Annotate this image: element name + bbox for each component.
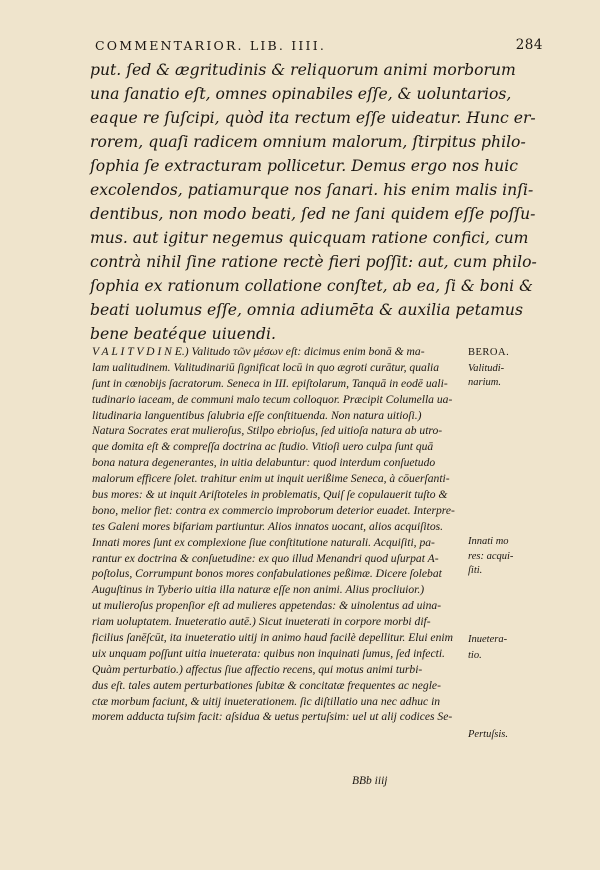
page-number: 284 xyxy=(515,37,543,53)
commentary-line: ctæ morbum faciunt, & uitij inueterationem. ſic diſtillatio una nec adhuc in xyxy=(92,694,441,708)
running-head: COMMENTARIOR. LIB. IIII. xyxy=(95,38,327,53)
commentary-line: bona natura degenerantes, in uitia delabuntur: quod interdum conſuetudo xyxy=(92,456,436,470)
commentary-line: ficilius ſanēſcūt, ita inueteratio uitij in animo haud facilè depellitur. Elui enim xyxy=(92,631,453,645)
main-line: ſophia ex rationum collatione conſtet, ab ea, ſi & boni & xyxy=(90,277,533,295)
commentary-line: morem adducta tuſsim facit: aſsidua & uetus pertuſsim: uel ut alij codices Se- xyxy=(92,710,453,724)
main-text xyxy=(90,58,550,346)
signature-mark: BBb iiij xyxy=(352,775,388,787)
main-line: dentibus, non modo beati, ſed ne ſani quidem eſſe poſſu- xyxy=(90,205,536,223)
commentary-line: Auguſtinus in Tyberio uitia illa naturæ eſſe non animi. Alius procliuior.) xyxy=(92,583,425,597)
commentary-line: Natura Socrates erat mulieroſus, Stilpo ebrioſus, ſed uitioſa natura ab utro- xyxy=(92,424,443,438)
marginal-note-inueteratio: Inuetera- xyxy=(468,634,508,645)
main-line: una ſanatio eſt, omnes opinabiles eſſe, & uoluntarios, xyxy=(90,85,512,103)
main-line: ſophia ſe extracturam pollicetur. Demus ergo nos huic xyxy=(90,157,518,175)
commentary-line: ſunt in cœnobijs ſacratorum. Seneca in III. epiſtolarum, Tanquā in eodē uali- xyxy=(92,376,448,390)
marginal-note-innati: res: acqui- xyxy=(468,551,514,562)
main-line: mus. aut igitur negemus quicquam ratione confici, cum xyxy=(90,229,529,247)
commentary-line: poſtolus, Corrumpunt bonos mores confabulationes peßimæ. Dicere ſolebat xyxy=(92,567,442,581)
running-header xyxy=(95,37,543,53)
main-line: bene beatéque uiuendi. xyxy=(90,325,276,343)
commentary-text xyxy=(92,344,462,725)
commentary-line: lam ualitudinem. Valitudinariū ſignificat locū in quo ægroti curātur, qualia xyxy=(92,360,440,374)
commentary-line: tudinario iaceam, de communi malo tecum colloquor. Præcipit Columella ua- xyxy=(92,392,453,406)
main-line: put. ſed & ægritudinis & reliquorum animi morborum xyxy=(90,61,516,79)
commentary-line: ut mulieroſus propenſior eſt ad mulieres appetendas: & uinolentus ad uina- xyxy=(92,599,442,613)
commentary-line: Innati mores ſunt ex complexione ſiue conſtitutione naturali. Acquiſiti, pa- xyxy=(92,535,435,549)
commentary-line: Quàm perturbatio.) affectus ſiue affectio recens, qui motus animi turbi- xyxy=(92,662,423,676)
commentary-line: uix unquam poſſunt uitia inueterata: quibus non inquinati ſumus, ſed infecti. xyxy=(92,646,445,660)
main-line: eaque re ſuſcipi, quòd ita rectum eſſe uideatur. Hunc er- xyxy=(90,109,536,127)
marginal-note-valitudinarium: narium. xyxy=(468,377,501,388)
marginal-note-inueteratio: tio. xyxy=(468,650,482,661)
marginal-note-innati: ſiti. xyxy=(468,565,483,576)
main-line: rorem, quaſi radicem omnium malorum, ſtirpitus philo- xyxy=(90,133,526,151)
marginal-note-innati: Innati mo xyxy=(468,536,509,547)
commentary-line: dus eſt. tales autem perturbationes ſubitæ & concitatæ frequentes ac negle- xyxy=(92,678,441,692)
marginal-note-valitudinarium: Valitudi- xyxy=(468,363,505,374)
commentary-line: que domita eſt & compreſſa doctrina ac ſtudio. Vitioſi uero culpa ſunt quā xyxy=(92,440,434,454)
commentary-line: V A L I T V D I N E.) Valitudo τῶν μέσων eſt: dicimus enim bonā & ma- xyxy=(92,345,425,358)
commentary-line: malorum efficere ſolet. trahitur enim ut inquit uerißime Seneca, à cōuerſanti- xyxy=(92,472,450,486)
marginal-note-beroa: BEROA. xyxy=(468,347,510,358)
commentary-line: bono, melior fiet: contra ex commercio improborum deterior euadet. Interpre- xyxy=(92,503,455,517)
marginal-note-pertussis: Pertuſsis. xyxy=(468,729,508,740)
main-line: excolendos, patiamurque nos ſanari. his enim malis inſi- xyxy=(90,181,534,199)
main-line: contrà nihil ſine ratione rectè fieri poſſit: aut, cum philo- xyxy=(90,253,537,271)
commentary-line: litudinaria languentibus ſalubria eſſe conſtituenda. Non natura uitioſi.) xyxy=(92,408,422,422)
commentary-line: tes Galeni mores bifariam partiuntur. Alios innatos uocant, alios acquiſitos. xyxy=(92,519,444,533)
commentary-line: bus mores: & ut inquit Ariſtoteles in problematis, Quiſ ſe copulauerit tuſto & xyxy=(92,488,448,502)
main-line: beati uolumus eſſe, omnia adiumēta & auxilia petamus xyxy=(90,301,523,319)
commentary-line: riam uoluptatem. Inueteratio autē.) Sicut inueterati in corpore morbi dif- xyxy=(92,615,431,629)
commentary-line: rantur ex doctrina & conſuetudine: ex quo illud Menandri quod uſurpat A- xyxy=(92,551,439,565)
